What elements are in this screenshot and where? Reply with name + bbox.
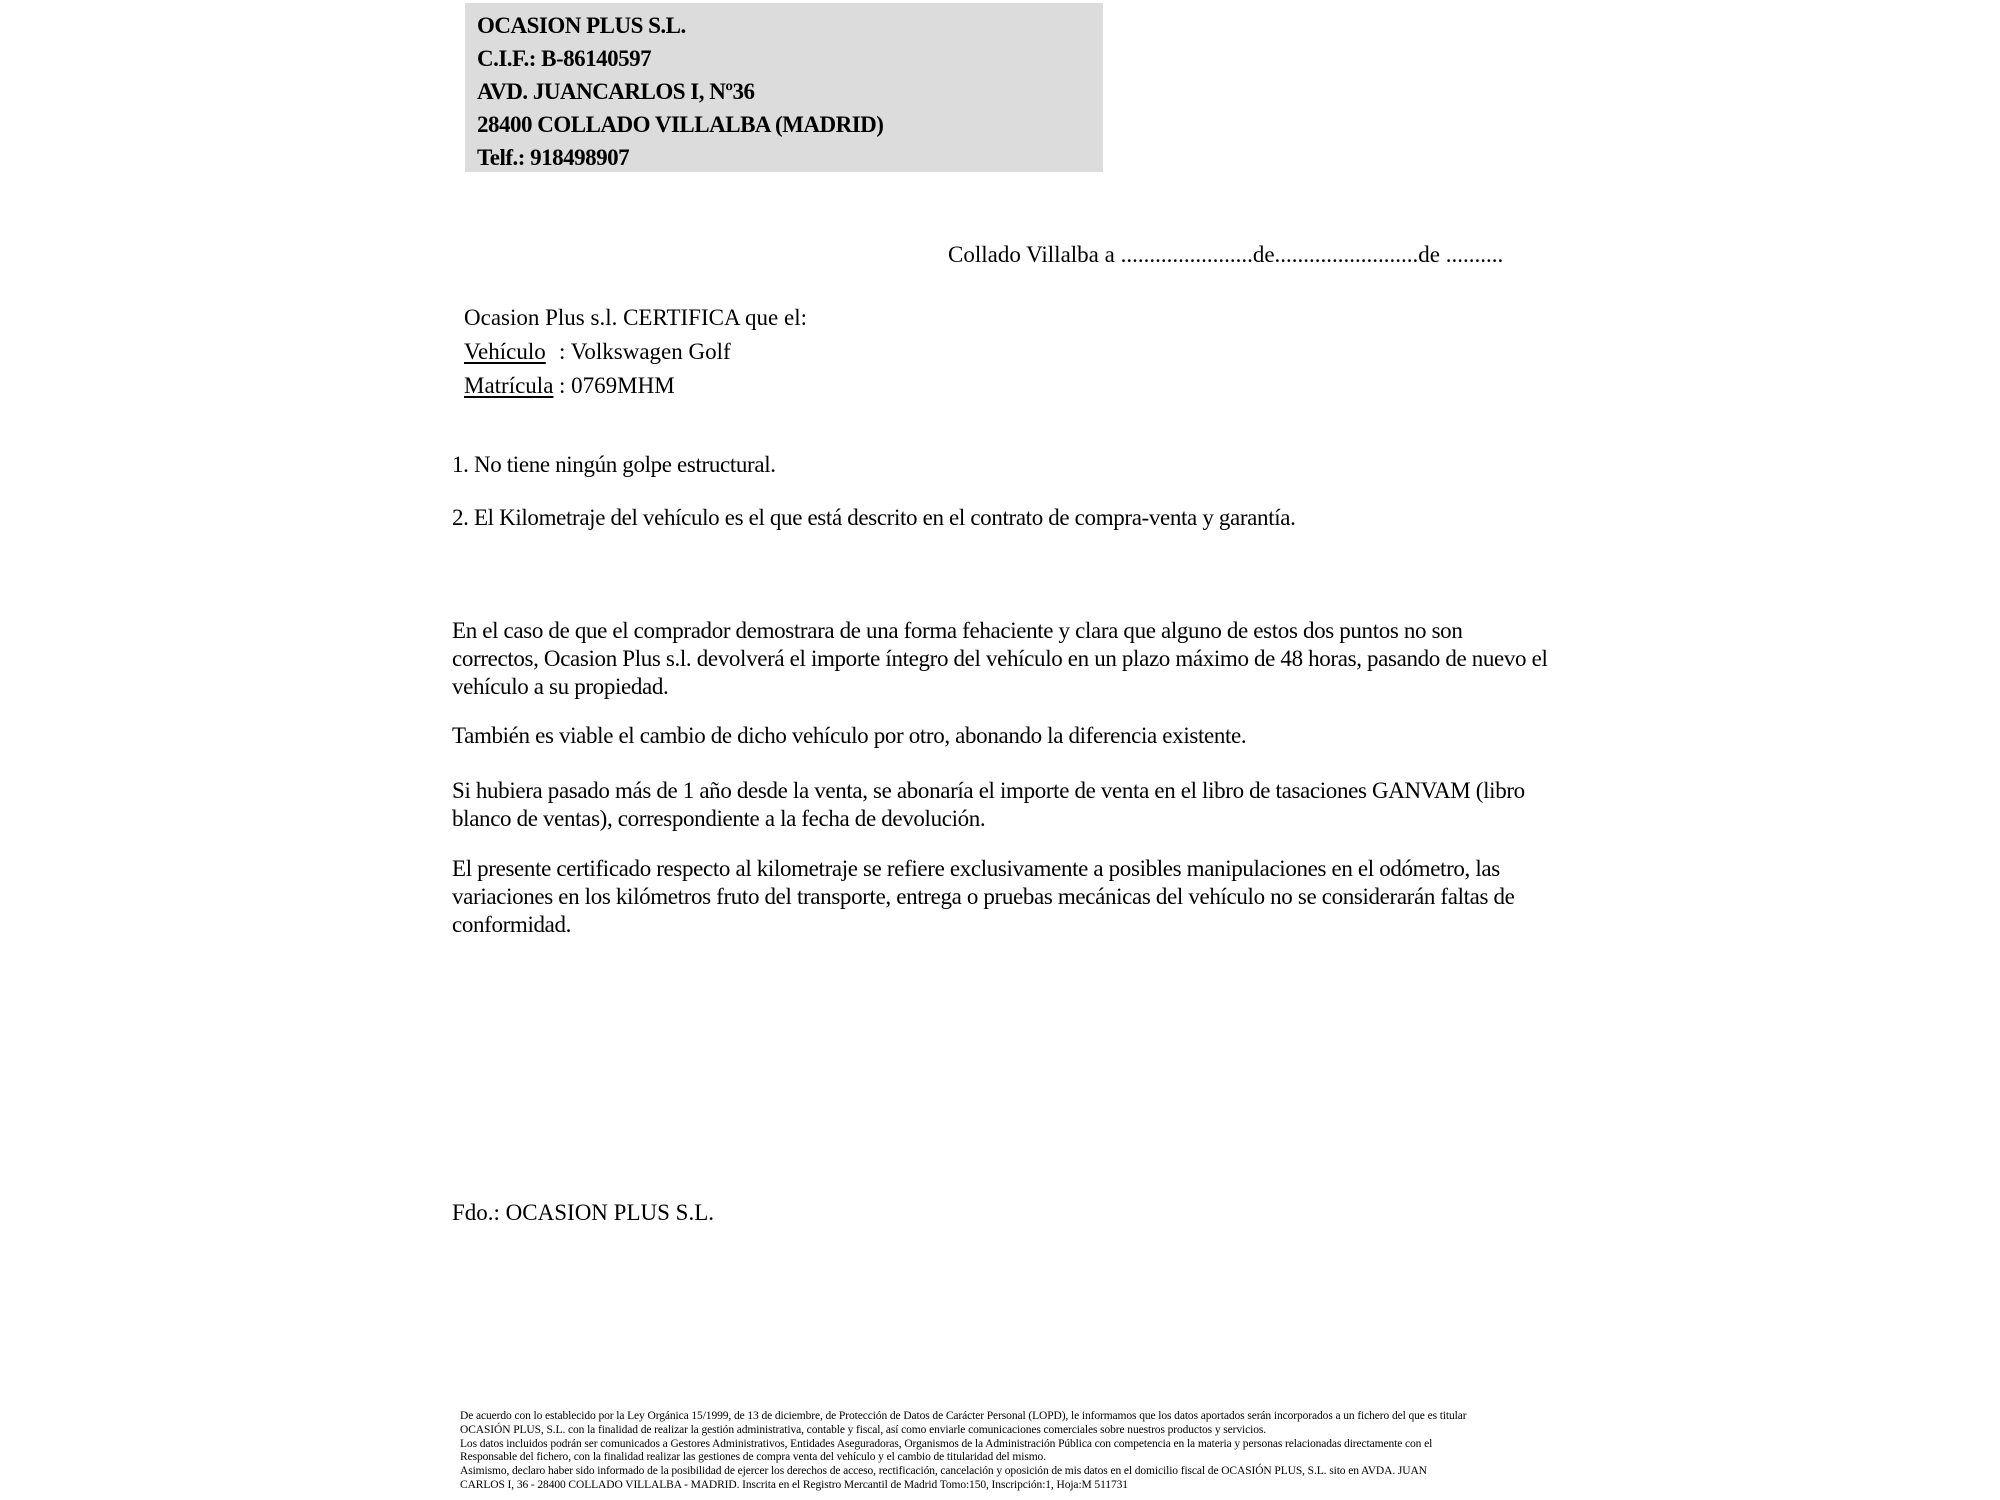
legal-line: Los datos incluidos podrán ser comunicados a Gestores Administrativos, Entidades Aseguradoras, Organismos de la Administración Pública con competencia en la materia y personas relacionadas directamente con el [460, 1437, 1433, 1450]
signature-line: Fdo.: OCASION PLUS S.L. [452, 1200, 714, 1225]
plate-row [464, 369, 807, 403]
vehicle-row [464, 335, 807, 369]
date-line: Collado Villalba a .......................de.........................de .......... [948, 242, 1504, 267]
paragraph-exchange: También es viable el cambio de dicho vehículo por otro, abonando la diferencia existente. [452, 723, 1247, 748]
company-name: OCASION PLUS S.L. [477, 13, 686, 38]
certificate-block [464, 301, 807, 403]
clause-mileage: 2. El Kilometraje del vehículo es el que está descrito en el contrato de compra-venta y garantía. [452, 505, 1296, 530]
legal-line: Asimismo, declaro haber sido informado de la posibilidad de ejercer los derechos de acceso, rectificación, cancelación y oposición de mis datos en el domicilio fiscal de OCASIÓN PLUS, S.L. sito en AVDA. JUAN [460, 1465, 1427, 1478]
vehicle-value: : Volkswagen Golf [559, 339, 731, 364]
paragraph-odometer: El presente certificado respecto al kilometraje se refiere exclusivamente a posibles manipulaciones en el odómetro, las variaciones en los kilómetros fruto del transporte, entrega o pruebas mecánicas del vehículo no se considerarán faltas de conformidad. [452, 856, 1515, 937]
legal-line: De acuerdo con lo establecido por la Ley Orgánica 15/1999, de 13 de diciembre, de Protección de Datos de Carácter Personal (LOPD), le informamos que los datos aportados serán incorporados a un fichero del que es titular [460, 1410, 1467, 1422]
legal-line: CARLOS I, 36 - 28400 COLLADO VILLALBA - MADRID. Inscrita en el Registro Mercantil de Madrid Tomo:150, Inscripción:1, Hoja:M 511731 [460, 1478, 1128, 1491]
legal-line: Responsable del fichero, con la finalidad realizar las gestiones de compra venta del vehículo y el cambio de titularidad del mismo. [460, 1451, 1046, 1464]
plate-value: : 0769MHM [559, 373, 675, 398]
vehicle-label: Vehículo [464, 339, 546, 364]
legal-line: OCASIÓN PLUS, S.L. con la finalidad de realizar la gestión administrativa, contable y fiscal, así como enviarle comunicaciones comerciales sobre nuestros productos y servicios. [460, 1423, 1267, 1436]
plate-label: Matrícula [464, 373, 554, 398]
clause-structural: 1. No tiene ningún golpe estructural. [452, 452, 776, 477]
paragraph-ganvam: Si hubiera pasado más de 1 año desde la venta, se abonaría el importe de venta en el libro de tasaciones GANVAM (libro blanco de ventas), correspondiente a la fecha de devolución. [452, 778, 1525, 831]
paragraph-refund: En el caso de que el comprador demostrara de una forma fehaciente y clara que alguno de estos dos puntos no son correctos, Ocasion Plus s.l. devolverá el importe íntegro del vehículo en un plazo máximo de 48 horas, pasando de nuevo el vehículo a su propiedad. [452, 618, 1548, 699]
company-phone: Telf.: 918498907 [477, 145, 630, 170]
legal-notice [460, 1410, 1560, 1493]
company-cif: C.I.F.: B-86140597 [477, 46, 652, 71]
certifica-intro: Ocasion Plus s.l. CERTIFICA que el: [464, 305, 807, 330]
company-city: 28400 COLLADO VILLALBA (MADRID) [477, 112, 884, 137]
company-header [465, 3, 1103, 172]
company-address: AVD. JUANCARLOS I, Nº36 [477, 79, 755, 104]
